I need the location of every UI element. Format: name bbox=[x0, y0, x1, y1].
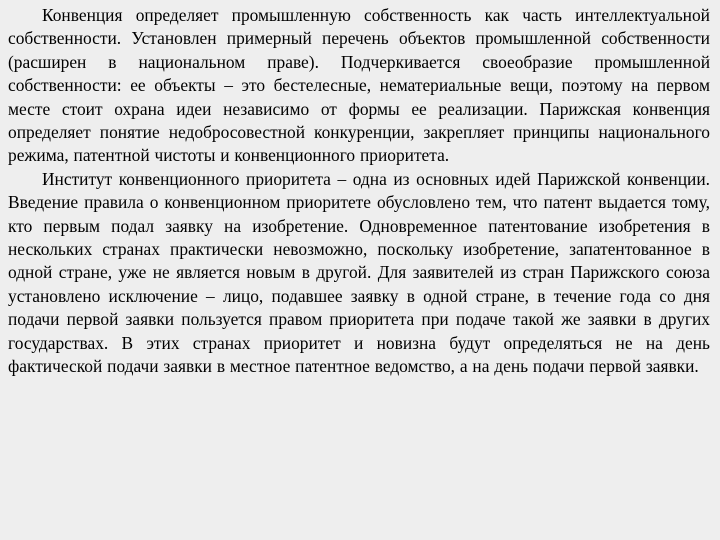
paragraph-convention-priority: Институт конвенционного приоритета – одна из основных идей Парижской конвенции. Введение правила о конвенционном приоритете обусловлено тем, что патент выдается тому, кто первым подал заявку на изобретение. Одновременное патентование изобретения в нескольких странах практически невозможно, поскольку изобретение, запатентованное в одной стране, уже не является новым в другой. Для заявителей из стран Парижского союза установлено исключение – лицо, подавшее заявку в одной стране, в течение года со дня подачи первой заявки пользуется правом приоритета при подаче такой же заявки в других государствах. В этих странах приоритет и новизна будут определяться не на день фактической подачи заявки в местное патентное ведомство, а на день подачи первой заявки. bbox=[8, 168, 710, 377]
paragraph-industrial-property: Конвенция определяет промышленную собственность как часть интеллектуальной собственности. Установлен примерный перечень объектов промышленной собственности (расширен в национальном праве). Подчеркивается своеобразие промышленной собственности: ее объекты – это бестелесные, нематериальные вещи, поэтому на первом месте стоит охрана идеи независимо от формы ее реализации. Парижская конвенция определяет понятие недобросовестной конкуренции, закрепляет принципы национального режима, патентной чистоты и конвенционного приоритета. bbox=[8, 5, 710, 166]
